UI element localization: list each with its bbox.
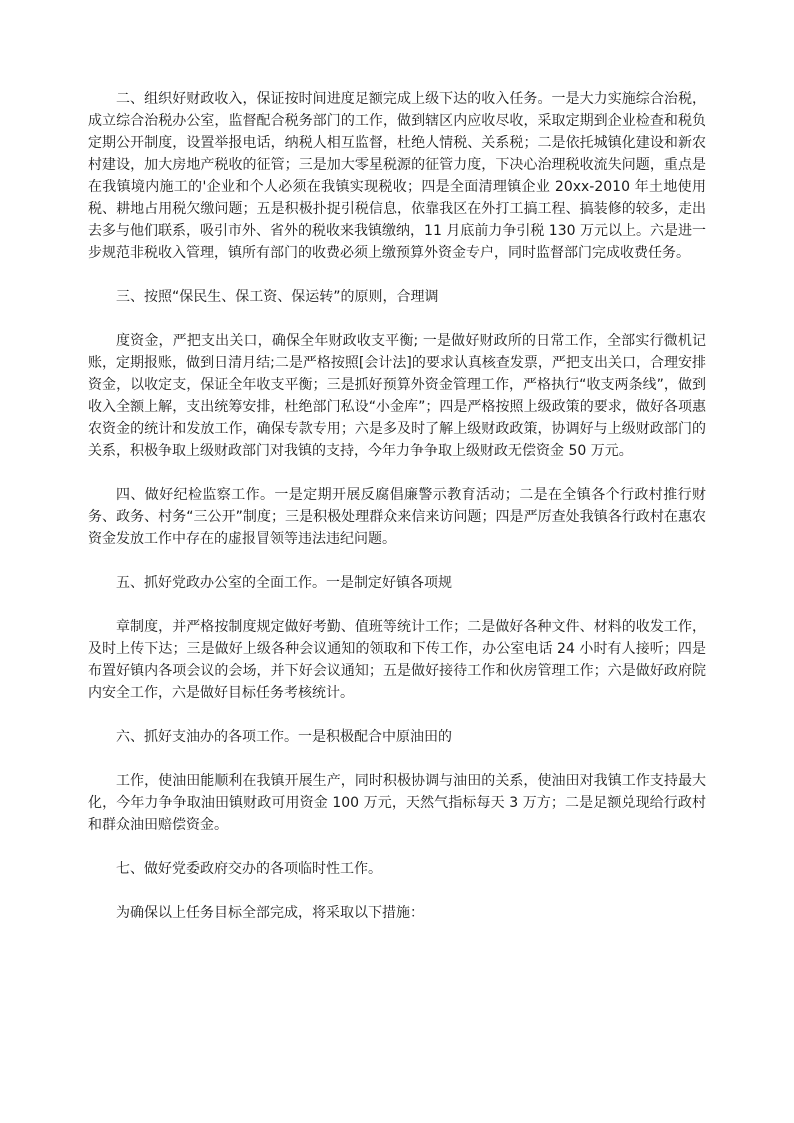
paragraph-oilfield-body: 工作，使油田能顺利在我镇开展生产，同时积极协调与油田的关系，使油田对我镇工作支持最大化，今年力争争取油田镇财政可用资金 100 万元，天然气指标每天 3 万方；二是足额兑现给行政村和群众油田赔偿资金。 bbox=[88, 773, 706, 833]
paragraph-gap bbox=[88, 550, 706, 572]
paragraph-measures: 为确保以上任务目标全部完成，将采取以下措施： bbox=[116, 905, 424, 921]
paragraph-fund-heading: 三、按照“保民生、保工资、保运转”的原则，合理调 bbox=[116, 289, 439, 305]
paragraph-gap bbox=[88, 880, 706, 902]
paragraph-revenue: 二、组织好财政收入，保证按时间进度足额完成上级下达的收入任务。一是大力实施综合治税，成立综合治税办公室，监督配合税务部门的工作，做到辖区内应收尽收，采取定期到企业检查和税负定期公开制度，设置举报电话，纳税人相互监督，杜绝人情税、关系税；二是依托城镇化建设和新农村建设，加大房地产税收的征管；三是加大零星税源的征管力度，下决心治理税收流失问题，重点是在我镇境内施工的'企业和个人必须在我镇实现税收；四是全面清理镇企业 20xx-2010 年土地使用税、耕地占用税欠缴问题；五是积极扑捉引税信息，依靠我区在外打工搞工程、搞装修的较多，走出去多与他们联系，吸引市外、省外的税收来我镇缴纳，11 月底前力争引税 130 万元以上。六是进一步规范非税收入管理，镇所有部门的收费必须上缴预算外资金专户，同时监督部门完成收费任务。 bbox=[88, 91, 706, 261]
paragraph-gap bbox=[88, 748, 706, 770]
paragraph-gap bbox=[88, 264, 706, 286]
paragraph-fund-body: 度资金，严把支出关口，确保全年财政收支平衡; 一是做好财政所的日常工作，全部实行微机记账，定期报账，做到日清月结;二是严格按照[会计法]的要求认真核查发票，严把支出关口，合理安排资金，以收定支，保证全年收支平衡；三是抓好预算外资金管理工作，严格执行“收支两条线”，做到收入全额上解，支出统筹安排，杜绝部门私设“小金库”；四是严格按照上级政策的要求，做好各项惠农资金的统计和发放工作，确保专款专用；六是多及时了解上级财政政策，协调好与上级财政部门的关系，积极争取上级财政部门对我镇的支持，今年力争争取上级财政无偿资金 50 万元。 bbox=[88, 333, 706, 459]
paragraph-oilfield-heading: 六、抓好支油办的各项工作。一是积极配合中原油田的 bbox=[116, 729, 452, 745]
paragraph-discipline: 四、做好纪检监察工作。一是定期开展反腐倡廉警示教育活动；二是在全镇各个行政村推行财务、政务、村务“三公开”制度；三是积极处理群众来信来访问题；四是严厉查处我镇各行政村在惠农资金发放工作中存在的虚报冒领等违法违纪问题。 bbox=[88, 487, 706, 547]
paragraph-gap bbox=[88, 704, 706, 726]
document-body bbox=[88, 88, 706, 924]
paragraph-temporary-tasks: 七、做好党委政府交办的各项临时性工作。 bbox=[116, 861, 382, 877]
paragraph-gap bbox=[88, 836, 706, 858]
paragraph-gap bbox=[88, 462, 706, 484]
paragraph-office-heading: 五、抓好党政办公室的全面工作。一是制定好镇各项规 bbox=[116, 575, 452, 591]
paragraph-gap bbox=[88, 308, 706, 330]
paragraph-office-body: 章制度，并严格按制度规定做好考勤、值班等统计工作；二是做好各种文件、材料的收发工作，及时上传下达；三是做好上级各种会议通知的领取和下传工作，办公室电话 24 小时有人接听；四是布置好镇内各项会议的会场，并下好会议通知；五是做好接待工作和伙房管理工作；六是做好政府院内安全工作，六是做好目标任务考核统计。 bbox=[88, 619, 706, 701]
paragraph-gap bbox=[88, 594, 706, 616]
